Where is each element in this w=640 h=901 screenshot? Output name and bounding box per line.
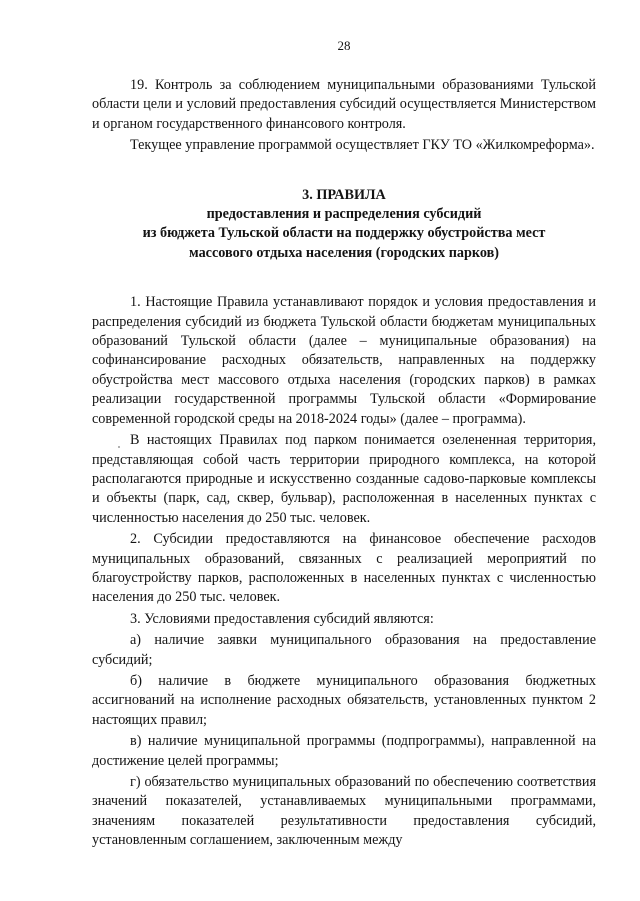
condition-c: в) наличие муниципальной программы (подпрограммы), направленной на достижение целей программы; (92, 733, 596, 769)
condition-d: г) обязательство муниципальных образований по обеспечению соответствия значений показателей, устанавливаемых муниципальными программами, значениям показателей результативности предоставления субсидий, установленным соглашением, заключенным между (92, 774, 596, 849)
section-title: 3. ПРАВИЛА (302, 186, 386, 203)
section-heading (92, 186, 596, 264)
paragraph-program-management: Текущее управление программой осуществляет ГКУ ТО «Жилкомреформа». (130, 137, 595, 154)
section-subtitle-line-3: массового отдыха населения (городских парков) (189, 244, 499, 261)
paragraph-19-control: 19. Контроль за соблюдением муниципальными образованиями Тульской области цели и условий предоставления субсидий осуществляется Министерством и органом государственного финансового контроля. (92, 77, 596, 132)
section-subtitle-line-2: из бюджета Тульской области на поддержку обустройства мест (142, 225, 546, 242)
condition-a: а) наличие заявки муниципального образования на предоставление субсидий; (92, 632, 596, 668)
scan-speck (118, 446, 120, 448)
paragraph-2-subsidies: 2. Субсидии предоставляются на финансовое обеспечение расходов муниципальных образований, связанных с реализацией мероприятий по благоустройству парков, расположенных в населенных пунктах с численностью населения до 250 тыс. человек. (92, 531, 596, 606)
paragraph-1-rules: 1. Настоящие Правила устанавливают порядок и условия предоставления и распределения субсидий из бюджета Тульской области бюджетам муниципальных образований Тульской области (далее – муниципальные образования) на софинансирование расходных обязательств, направленных на поддержку обустройства мест массового отдыха населения (городских парков) в рамках реализации государственной программы Тульской области «Формирование современной городской среды на 2018-2024 годы» (далее – программа). (92, 294, 596, 427)
condition-b: б) наличие в бюджете муниципального образования бюджетных ассигнований на исполнение расходных обязательств, установленных пунктом 2 настоящих правил; (92, 672, 596, 728)
page-number: 28 (337, 38, 351, 53)
paragraph-park-definition: В настоящих Правилах под парком понимается озелененная территория, представляющая собой часть территории природного комплекса, на которой располагаются природные и искусственно созданные садово-парковые комплексы и объекты (парк, сад, сквер, бульвар), расположенная в населенных пунктах с численностью населения до 250 тыс. человек. (92, 432, 596, 526)
paragraph-3-conditions: 3. Условиями предоставления субсидий являются: (130, 610, 434, 627)
section-subtitle-line-1: предоставления и распределения субсидий (206, 206, 482, 223)
